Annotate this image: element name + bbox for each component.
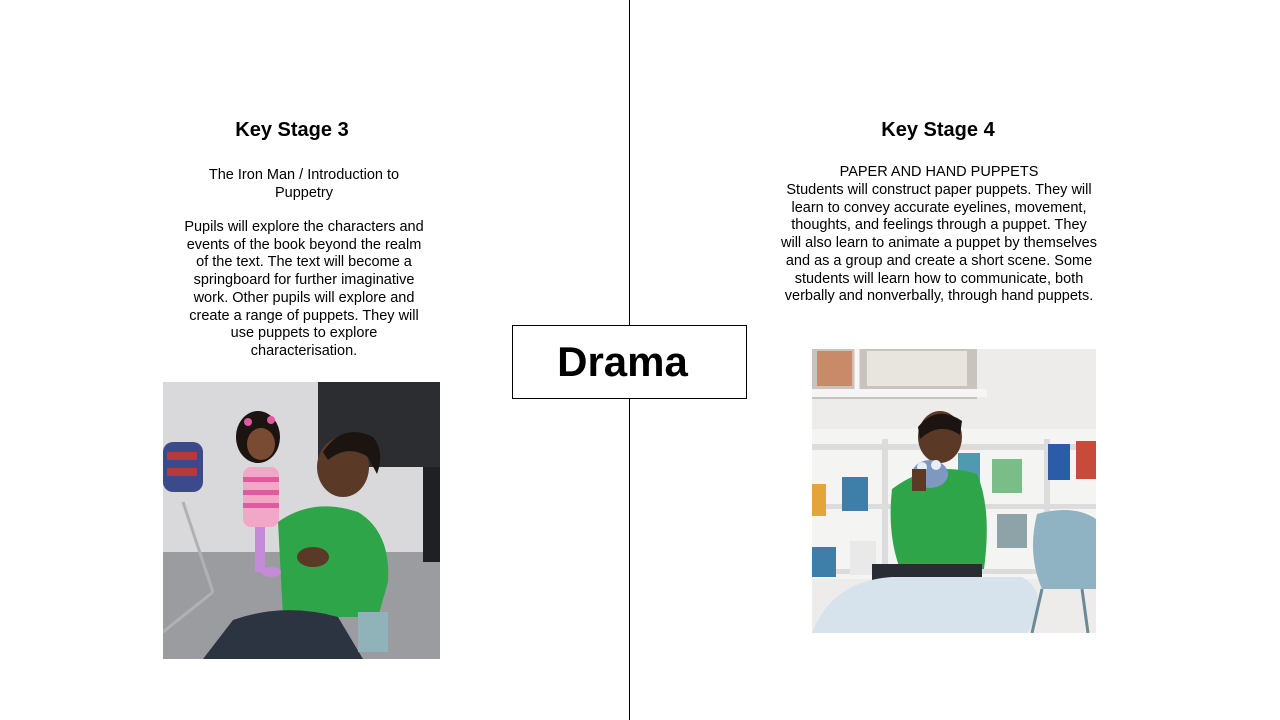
ks3-heading: Key Stage 3 [235, 119, 349, 141]
slide-title: Drama [557, 338, 688, 385]
ks4-heading: Key Stage 4 [881, 119, 995, 141]
student-with-doll-puppet-photo [163, 382, 440, 659]
ks3-body-text: Pupils will explore the characters and events of the book beyond the realm of the text. The text will become a springboard for further imaginative work. Other pupils will explore and create a range of puppets. They will use puppets to explore characterisation. [184, 219, 424, 359]
ks3-subtitle: The Iron Man / Introduction to Puppetry [208, 167, 400, 201]
ks3-photo [163, 382, 440, 659]
ks4-body-text: Students will construct paper puppets. They will learn to convey accurate eyelines, movement, thoughts, and feelings through a puppet. They will also learn to animate a puppet by themselves and as a group and create a short scene. Some students will learn how to communicate, both verbally and nonverbally, through hand puppets. [781, 182, 1097, 305]
ks4-subtitle: PAPER AND HAND PUPPETS [839, 164, 1039, 180]
student-with-hand-puppet-photo [812, 349, 1096, 633]
title-box [512, 325, 747, 399]
ks4-photo [812, 349, 1096, 633]
